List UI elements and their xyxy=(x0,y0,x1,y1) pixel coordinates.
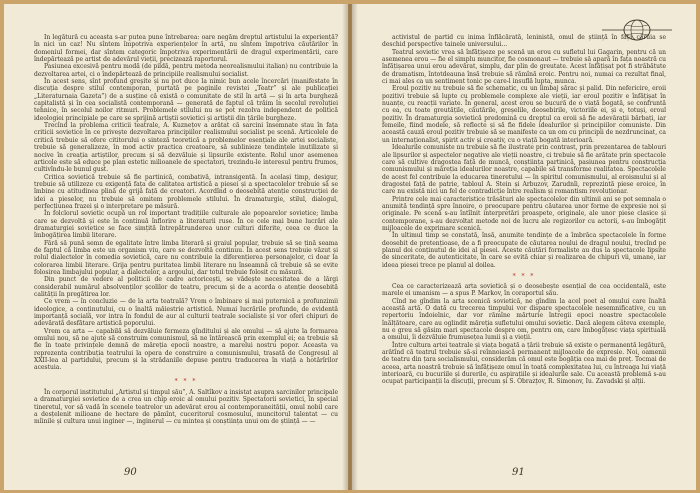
paragraph: Între cultura artei teatrale și viața bogată a țării trebuie să existe o permanentă legătură, arătînd că teatrul trebuie să-și reînnoiască permanent mijloacele de expresie. Noi, oamenii de teatru din țara socialismului, considerăm că omul este bogăția cea mai de preț. Tocmai de aceea, arta noastră trebuie să înfățișeze omul în toată complexitatea lui, cu întreaga lui viață interioară, cu bucuriile și durerile, cu aspirațiile și idealurile sale. Cu această problemă s-au ocupat participanții la discuții, precum și S. Obrazțov, R. Simonov, Iu. Zavadski și alții. xyxy=(382,341,666,386)
left-page-text xyxy=(34,34,338,426)
paragraph: Cea ce caracterizează arta sovietică și o deosebește esențial de cea occidentală, este marele ei umanism — a spus P. Markov, în coraportul său. xyxy=(382,283,666,298)
right-page-text xyxy=(382,34,666,386)
page-number-right: 91 xyxy=(512,467,525,478)
paragraph: Cînd ne gîndim la arta scenică sovietică, ne gîndim la acel poet al omului care înaltă această artă. O dată cu trecerea timpului vor dispare spectacolele nesemnificative, cu un repertoriu îndoielnic, dar vor rămîne mărturie întregii epoci noastre spectacolele înălțătoare, care au oglindit măreția sufletului omului sovietic. Dacă alegem câteva exemple, nu e greu să găsim mari spectacole despre om, pentru om, care îmbogățesc viața spirituală a omului, îi dezvăluie frumusețea lumii și a vieții. xyxy=(382,297,666,342)
globe-emblem-icon xyxy=(602,19,672,41)
left-page xyxy=(4,4,348,490)
paragraph: Eroul pozitiv nu trebuie să fie schematic, cu un limbaj sărac și palid. Din nefericire, eroii pozitivi trebuie să lupte cu problemele complexe ale vieții, iar eroul pozitiv e înfățișat în nuanțe, cu reacții variate. În general, acest erou se bucură de o viață bogată, se confruntă cu ea, cu toate greutățile, căutările, greșelile, deosebirile, victoriile ei, și e, totuși, eroul pozitiv. În dramaturgia sovietică predomină cu dreptul ca eroii să fie adevărații bărbați, iar femeile, fiind modele, să reflecte și să fie fidele idealurilor și principiilor comuniste. Din această cauză eroul pozitiv trebuie să se manifeste ca un om cu principii de nezdruncinat, ca un internaționalist, spirit activ și creativ, cu o viață bogată interioară. xyxy=(382,85,666,144)
paragraph: În acest sens, sînt profund greșite și nu pot duce la nimic bun acele încercări (manifestate în discuția despre stilul contemporan, purtată pe paginile revistei „Teatr” și ale publicației „Literaturnaia Gazeta”) de a susține că există o comunitate de stil în artă — și în arta burgheză capitalistă și în cea socialistă contemporană — generată de faptul că trăim în secolul revoluției tehnice, în secolul noilor ritmuri. Problemele stilului nu se pot rezolva independent de politică ideologiei principiale pe care se sprijină artiștii sovietici și artiștii din țările burgheze. xyxy=(34,78,338,122)
paragraph: activistul de partid cu inima înflăcărată, leninistă, omul de știință în fața căruia se deschid perspective tainele universului... xyxy=(382,34,666,49)
paragraph: In legătură cu aceasta s-ar putea pune întrebarea: oare negăm dreptul artistului la experiență? în nici un caz! Nu sîntem împotriva experiențelor în artă, nu sîntem împotriva căutărilor în domeniul formei, dar sîntem categoric împotriva experimentării de dragul experimentării, care îndepărtează pe artist de adevărul vieții, precizează raportorul. xyxy=(34,34,338,64)
paragraph: Fără să pună semn de egalitate între limba literară și graiul popular, trebuie să se țină seama de faptul că limba este un organism viu, care se dezvoltă continuu. În acest sens trebuie văzut și rolul dialectelor în comedia sovietică, care nu contribuie la diferențierea personajelor, ci doar la colorarea limbii literare. Grija pentru puritatea limbii literare nu înseamnă că trebuie să se evite folosirea limbajului popular, a dialectelor, a argoului, dar totul trebuie folosit cu măsură. xyxy=(34,239,338,276)
paragraph: Idealurile comuniste nu trebuie să fie ilustrate prin contrast, prin prezentarea de tablouri ale lipsurilor și aspectelor negative ale vieții noastre, ci trebuie să fie arătate prin spectacole care să cultive dragostea față de muncă, conștiința partinică, pasiunea pentru construcția comunismului și măreția idealurilor noastre, capabile să transforme realitatea. Spectacolele de acest fel contribuie la educarea tineretului — în spiritul comunismului, al eroismului și al dragostei față de patrie, tabloul A. Stein și Arbuzov, Zarudnîi, reprezintă piese eroice, în care nu există nici un fel de contradicție între realism și romantism revoluționar. xyxy=(382,144,666,196)
paragraph: Teatrul sovietic vrea să înfățișeze pe scenă un erou cu sufletul lui Gagarin, pentru că un asemenea erou — fie el simplu muncitor, fie cosmonaut — trebuie să apară în fața noastră cu înfățișarea unui erou adevărat, simplu, dar plin de greutate. Acest înfățișat pot fi străbătute de dramatism, întotdeauna însă trebuie să rămînă eroic. Pentru noi, numai ca rezultat final, ci mai ales ca un sentiment tonic pe care-l insuflă lupta, munca. xyxy=(382,48,666,86)
book-gutter xyxy=(342,4,358,490)
section-divider-stars: * * * xyxy=(174,377,198,385)
paragraph: Vrem ca arta — capabilă să dezvăluie fermeza gînditului și ale omului — să ajute la formarea omului nou, să ne ajute să construim comunismul, să ne întărească prin exemplul ei; ea trebuie să fie în toate privințele demnă de măreția epocii noastre, a marelui nostru popor. Aceasta va reprezenta contribuția teatrului la opera de construire a comunismului, trasată de Congresul al XXII-lea al partidului, precum și la strădaniile depuse pentru traducerea în viață a hotărîrilor acestuia. xyxy=(34,327,338,372)
paragraph: Pasiunea excesivă pentru modă (de pildă, pentru metoda neorealismului italian) nu contribuie la dezvoltarea artei, ci o îndepărtează de principiile realismului socialist. xyxy=(34,63,338,78)
paragraph: În corporul institutului „Artistul și timpul său”, A. Saltîkov a insistat asupra sarcinilor principale a dramaturgiei sovietice de a crea un chip eroic al omului pozitiv. Spectatorii sovietici, în special tineretul, vor să vadă în scenele teatrelor un adevărat erou al contemporaneității, omul nobil care a desțelenit milioane de hectare de pămînt, cuceritorul cosmosului, muncitorul talentat — cu mîinile și cultura unui inginer —, inginerul — cu mintea și conștiința unui om de știință — — xyxy=(34,388,338,426)
paragraph: Din punct de vedere al politicii de cadre actoricești, se vădește necesitatea de a lărgi considerabil numărul absolvenților școlilor de teatru, precum și de a acorda o atenție deosebită calității în pregătirea lor. xyxy=(34,276,338,299)
paragraph: Critica sovietică trebuie să fie partinică, combativă, intransigentă. În același timp, desigur, trebuie să utilizeze cu exigență fața de calitatea artistică a piesei și a spectacolelor trebuie să se îmbine cu atitudinea plină de grijă față de creatori. Acordînd o deosebită atenție construcției de idei a pieselor, nu trebuie să omitem problemele stilului. În dramaturgie, stilul, dialogul, perfecțiunea frazei și o interpretare pe măsură. xyxy=(34,173,338,210)
page-number-left: 90 xyxy=(124,467,137,478)
paragraph: În ultimul timp se constată, însă, anumite tendințe de a îmbrăca spectacolele în forme deosebit de pretențioase, de a fi preocupate de căutarea noului de dragul noului, trecînd pe planul doi conținutul de idei al piesei. Aceste căutări formaliste au dus la spectacole lipsite de sinceritate, de autenticitate, în care se evită chiar și realizarea de chipuri vii, umane, iar ideea piesei trece pe planul al doilea. xyxy=(382,232,666,269)
paragraph: În folclorul sovietic ocupă un rol important tradițiile culturale ale popoarelor sovietice; limba care se dezvoltă și este în continuă înflorire a literaturii ruse. În ce cele mai bune lucrări ale dramaturgiei sovietice se face simțită întrepătrunderea unor culturi diferite, ceea ce duce la îmbogățirea limbii literare. xyxy=(34,210,338,240)
paragraph: Printre cele mai caracteristice trăsături ale spectacolelor din ultimii ani se pot semnala o anumită tendință spre înnoire, o preocupare pentru căutarea unor forme de expresie noi și originale. Pe scenă s-au întîlnit interpretări proaspete, originale, ale unor piese clasice și contemporane, s-au dezvoltat metode noi de lucru ale regizorilor cu actorii, s-au îmbogățit mijloacele de exprimare scenică. xyxy=(382,195,666,232)
paragraph: Ce vrem — în concluzie — de la arta teatrală? Vrem o îmbinare și mai puternică a profunzimii ideologice, a conținutului, cu o înaltă măiestrie artistică. Numai lucrările profunde, de evidentă importanță socială, vor intra în fondul de aur al culturii teatrale socialiste și vor oferi chipuri de adevărată desfătare artistică poporului. xyxy=(34,298,338,328)
section-divider-stars: * * * xyxy=(512,273,536,280)
right-page xyxy=(352,4,696,490)
paragraph: Trecînd la problema criticii teatrale, A. Kuznețov a arătat că sarcini însemnate stau în fața criticii sovietice în ce privește dezvoltarea principiilor realismului socialist pe scenă. Articolele de critică trebuie să ofere cititorului o sinteză teoretică a problemelor esențiale ale artei socialiste, trebuie să generalizeze, în mod activ practica creatoare, să sublinieze tendințele inutilizate și nocive în creația artiștilor, precum și să dezvăluie și lipsurile existente. Rolul unor asemenea articole este să educe pe plan estetic milioanele de spectatori, trezindu-le interesul pentru frumos, cultivîndu-le bunul gust. xyxy=(34,122,338,174)
